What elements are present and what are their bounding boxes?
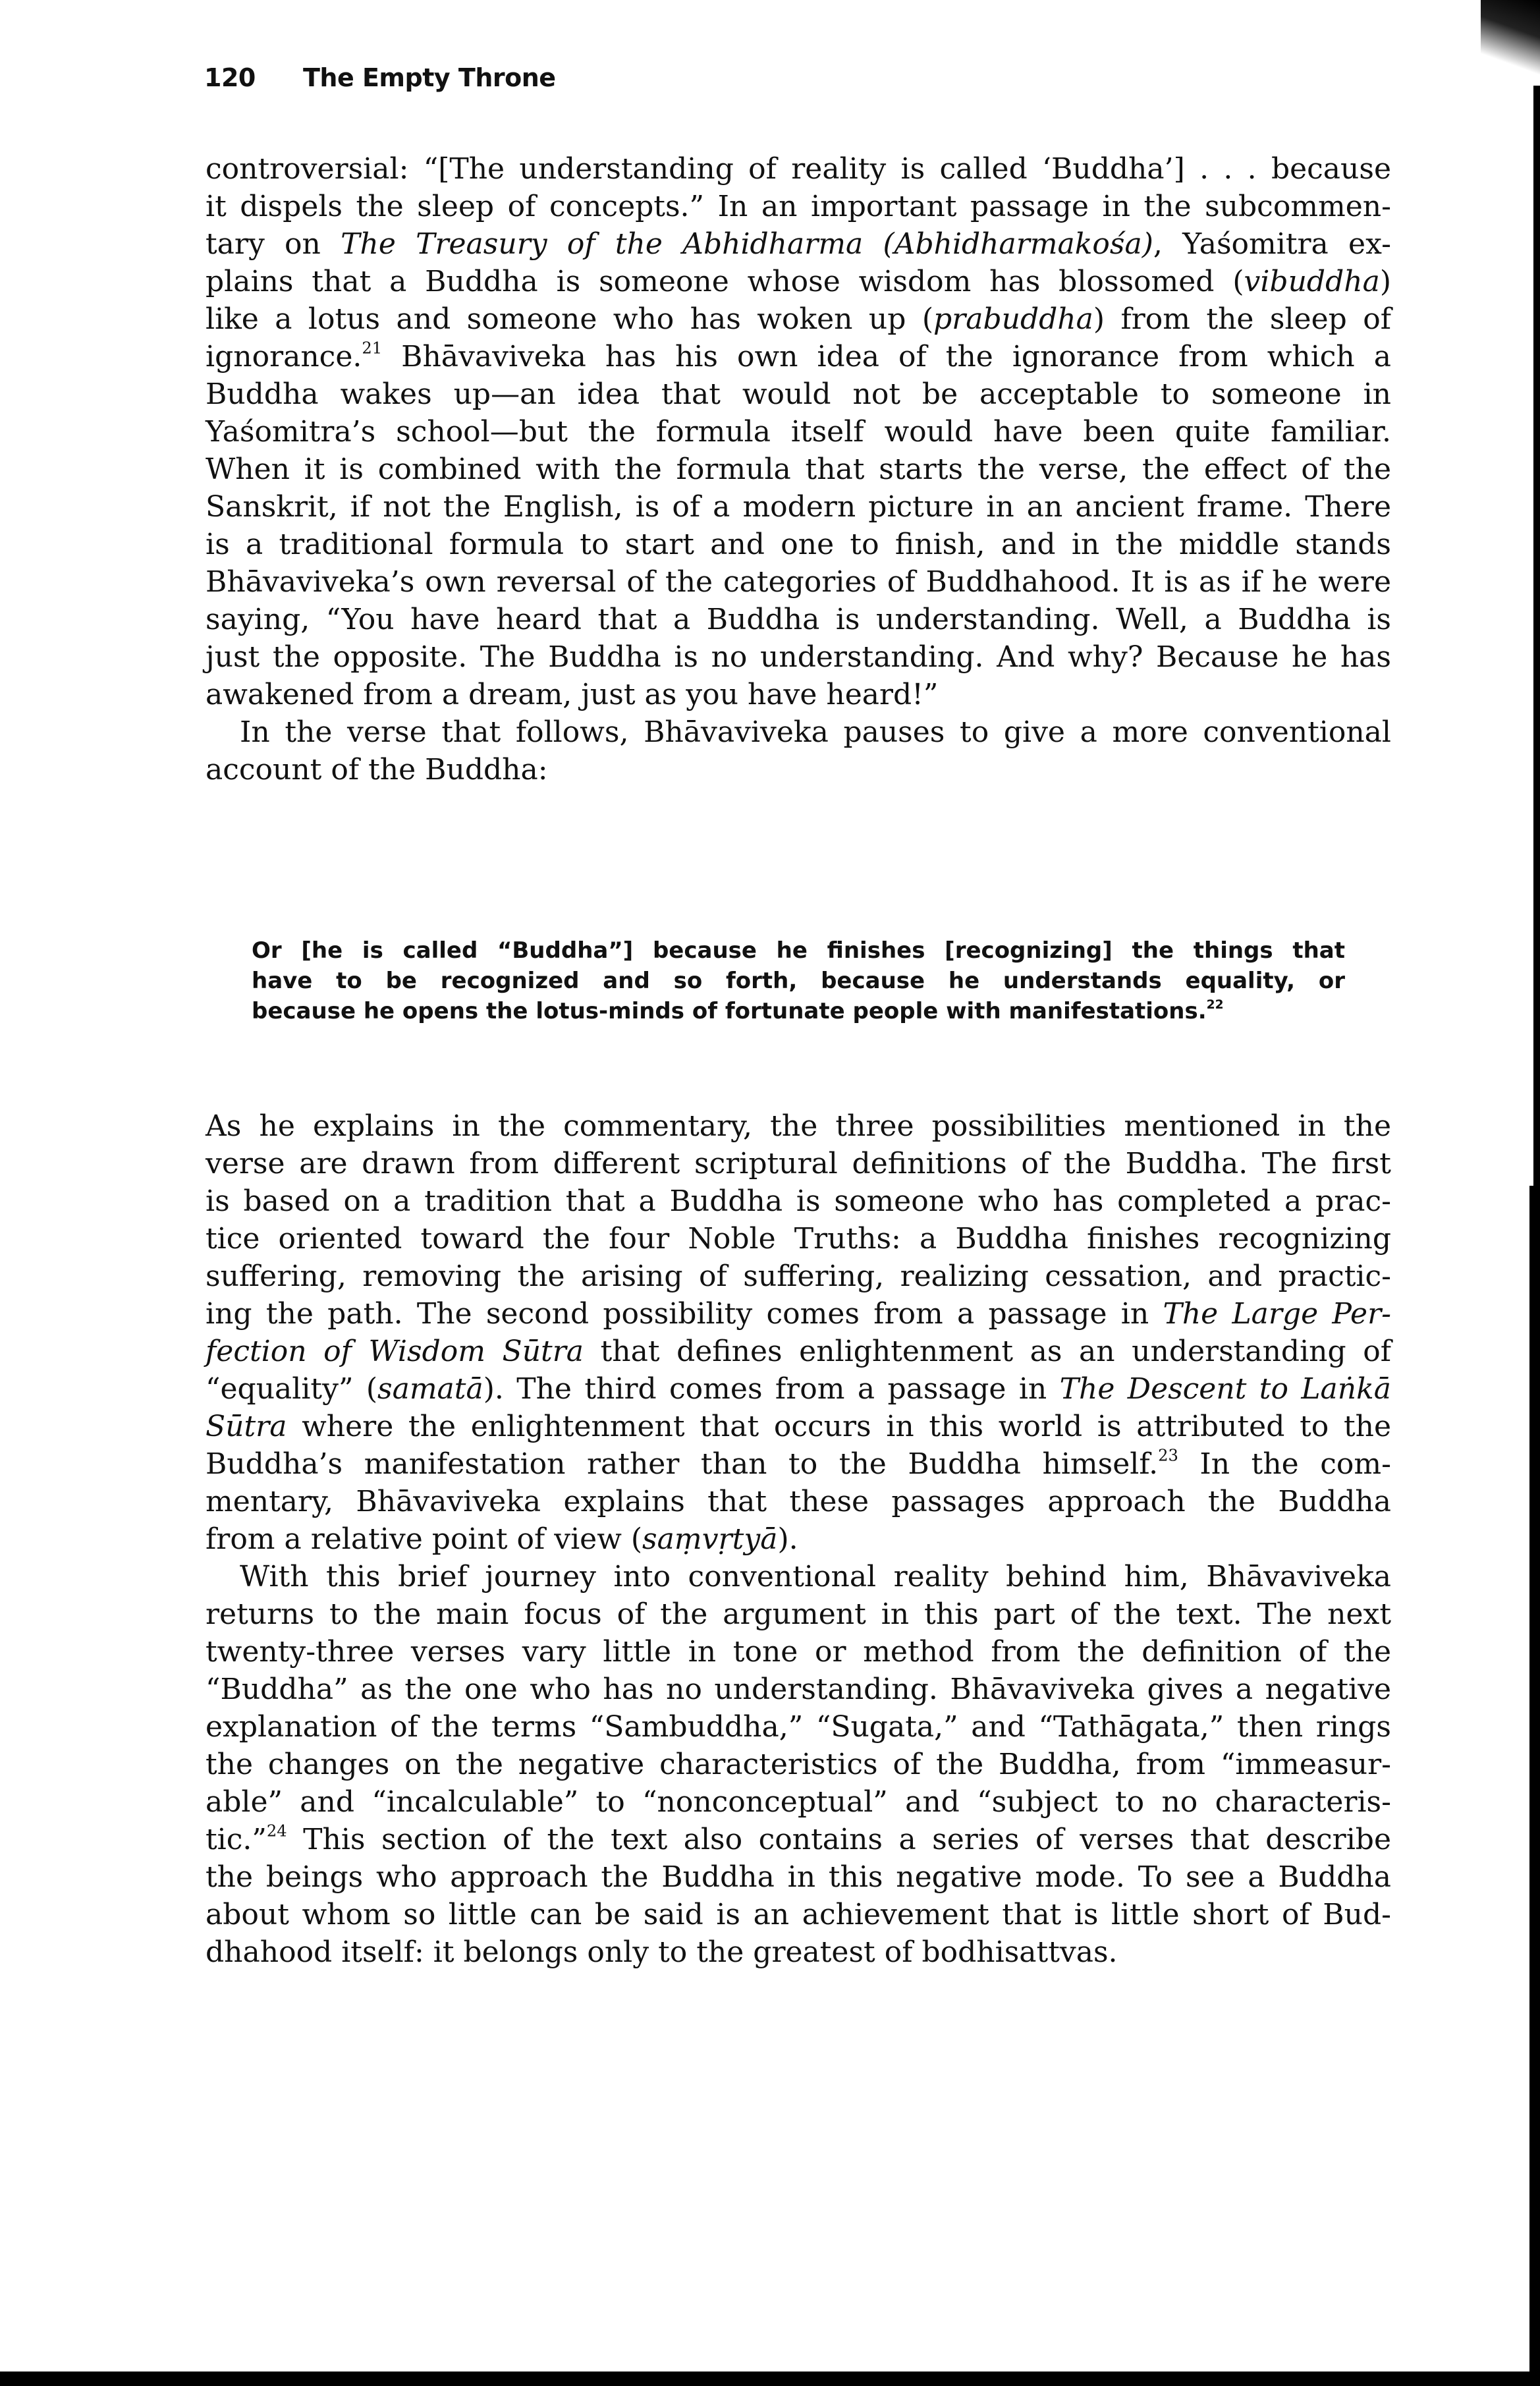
text-line: Buddha wakes up—an idea that would not be acceptable to someone in: [206, 377, 1391, 411]
text-line: “equality” (samatā). The third comes from a passage in The Descent to Laṅkā: [206, 1372, 1392, 1406]
text-line: ing the path. The second possibility comes from a passage in The Large Per-: [206, 1297, 1391, 1331]
scan-right-edge-lower: [1529, 1186, 1540, 2372]
text-line: With this brief journey into conventional reality behind him, Bhāvaviveka: [240, 1560, 1391, 1594]
footnote-ref: 22: [1206, 998, 1224, 1013]
quote-line: Or [he is called “Buddha”] because he finishes [recognizing] the things that: [252, 937, 1345, 964]
text-line: is based on a tradition that a Buddha is someone who has completed a prac-: [206, 1184, 1391, 1218]
scan-bottom-edge: [0, 2372, 1540, 2386]
quote-line: because he opens the lotus-minds of fortunate people with manifestations.$^{22}$: [252, 998, 1224, 1024]
text-line: controversial: “[The understanding of reality is called ‘Buddha’] . . . because: [206, 152, 1391, 186]
text-line: from a relative point of view (saṃvṛtyā).: [206, 1522, 798, 1556]
text-line: saying, “You have heard that a Buddha is understanding. Well, a Buddha is: [206, 603, 1391, 636]
text-line: Buddha’s manifestation rather than to the Buddha himself.$^{23}$ In the com-: [206, 1446, 1391, 1481]
text-line: account of the Buddha:: [206, 753, 548, 787]
block-quote-verse: [252, 935, 1345, 1026]
text-line: Yaśomitra’s school—but the formula itself would have been quite familiar.: [206, 415, 1391, 449]
text-line: mentary, Bhāvaviveka explains that these passages approach the Buddha: [206, 1485, 1391, 1518]
text-line: is a traditional formula to start and one to finish, and in the middle stands: [206, 528, 1391, 561]
text-line: plains that a Buddha is someone whose wisdom has blossomed (vibuddha): [206, 265, 1391, 298]
paragraph-4: [206, 1558, 1391, 1971]
book-title: The Empty Throne: [303, 63, 556, 92]
text-line: awakened from a dream, just as you have heard!”: [206, 678, 939, 711]
text-line: able” and “incalculable” to “nonconceptual” and “subject to no characteris-: [206, 1785, 1391, 1819]
text-line: explanation of the terms “Sambuddha,” “Sugata,” and “Tathāgata,” then rings: [206, 1710, 1391, 1744]
text-line: returns to the main focus of the argument in this part of the text. The next: [206, 1597, 1391, 1631]
text-line: tary on The Treasury of the Abhidharma (Abhidharmakośa), Yaśomitra ex-: [206, 227, 1391, 261]
quote-line: have to be recognized and so forth, because he understands equality, or: [252, 968, 1345, 994]
text-line: tice oriented toward the four Noble Truths: a Buddha finishes recognizing: [206, 1222, 1391, 1256]
text-line: the changes on the negative characteristics of the Buddha, from “immeasur-: [206, 1748, 1391, 1781]
page-number: 120: [204, 63, 256, 92]
scan-corner-shadow: [1481, 0, 1540, 86]
paragraph-1: [206, 150, 1391, 713]
text-line: dhahood itself: it belongs only to the greatest of bodhisattvas.: [206, 1935, 1118, 1969]
footnote-ref: 23: [1158, 1446, 1178, 1465]
text-line: the beings who approach the Buddha in this negative mode. To see a Buddha: [206, 1860, 1391, 1894]
text-line: Sanskrit, if not the English, is of a modern picture in an ancient frame. There: [206, 490, 1391, 524]
text-line: ignorance.$^{21}$ Bhāvaviveka has his own idea of the ignorance from which a: [206, 339, 1391, 374]
text-line: “Buddha” as the one who has no understanding. Bhāvaviveka gives a negative: [206, 1673, 1391, 1706]
text-line: fection of Wisdom Sūtra that defines enlightenment as an understanding of: [206, 1335, 1391, 1368]
text-line: Sūtra where the enlightenment that occurs in this world is attributed to the: [206, 1410, 1391, 1443]
text-line: As he explains in the commentary, the three possibilities mentioned in the: [206, 1109, 1391, 1143]
text-line: suffering, removing the arising of suffering, realizing cessation, and practic-: [206, 1260, 1391, 1293]
text-line: like a lotus and someone who has woken up (prabuddha) from the sleep of: [206, 302, 1391, 336]
text-line: When it is combined with the formula that starts the verse, the effect of the: [206, 453, 1391, 486]
text-line: just the opposite. The Buddha is no understanding. And why? Because he has: [206, 640, 1391, 674]
footnote-ref: 21: [362, 339, 383, 358]
text-line: it dispels the sleep of concepts.” In an important passage in the subcommen-: [206, 190, 1391, 223]
text-line: verse are drawn from different scriptural definitions of the Buddha. The first: [206, 1147, 1391, 1180]
footnote-ref: 24: [266, 1821, 287, 1841]
paragraph-2: [206, 713, 1391, 789]
text-line: twenty-three verses vary little in tone or method from the definition of the: [206, 1635, 1391, 1669]
text-line: Bhāvaviveka’s own reversal of the categories of Buddhahood. It is as if he were: [206, 565, 1391, 599]
text-line: about whom so little can be said is an achievement that is little short of Bud-: [206, 1898, 1391, 1931]
text-line: In the verse that follows, Bhāvaviveka pauses to give a more conventional: [240, 715, 1391, 749]
running-head: [204, 63, 556, 92]
text-line: tic.”$^{24}$ This section of the text also contains a series of verses that describe: [206, 1821, 1391, 1856]
paragraph-3: [206, 1107, 1391, 1558]
